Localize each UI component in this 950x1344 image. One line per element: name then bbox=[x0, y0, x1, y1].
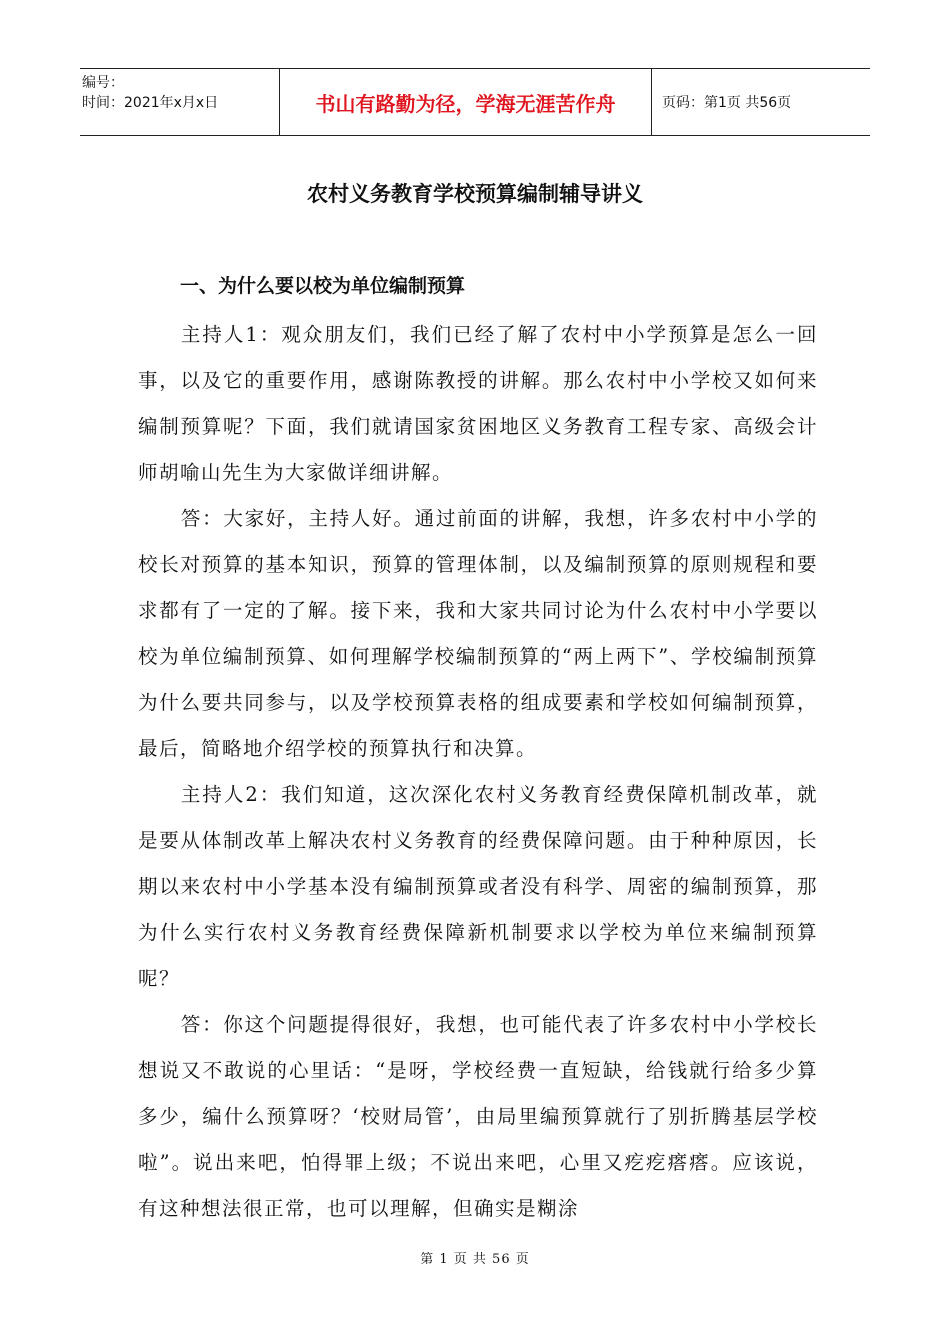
section-heading: 一、为什么要以校为单位编制预算 bbox=[180, 275, 466, 297]
document-time-label: 时间：2021年x月x日 bbox=[82, 95, 219, 111]
document-number-label: 编号： bbox=[82, 75, 124, 91]
header-page-info: 页码：第1页 共56页 bbox=[662, 95, 792, 111]
header-motto-cell bbox=[280, 69, 652, 135]
page-footer: 第 1 页 共 56 页 bbox=[420, 1252, 530, 1267]
document-body bbox=[138, 312, 818, 1232]
paragraph: 主持人1：观众朋友们，我们已经了解了农村中小学预算是怎么一回事，以及它的重要作用，感谢陈教授的讲解。那么农村中小学校又如何来编制预算呢？下面，我们就请国家贫困地区义务教育工程专家、高级会计师胡喻山先生为大家做详细讲解。 bbox=[138, 323, 818, 484]
paragraph: 答：你这个问题提得很好，我想，也可能代表了许多农村中小学校长想说又不敢说的心里话：“是呀，学校经费一直短缺，给钱就行给多少算多少，编什么预算呀？‘校财局管’，由局里编预算就行了别折腾基层学校啦”。说出来吧，怕得罪上级；不说出来吧，心里又疙疙瘩瘩。应该说，有这种想法很正常，也可以理解，但确实是糊涂 bbox=[138, 1013, 818, 1220]
header-meta bbox=[80, 69, 280, 135]
header-motto: 书山有路勤为径，学海无涯苦作舟 bbox=[315, 91, 616, 116]
page-header bbox=[80, 68, 870, 136]
document-title: 农村义务教育学校预算编制辅导讲义 bbox=[307, 182, 643, 206]
paragraph: 答：大家好，主持人好。通过前面的讲解，我想，许多农村中小学的校长对预算的基本知识，预算的管理体制，以及编制预算的原则规程和要求都有了一定的了解。接下来，我和大家共同讨论为什么农村中小学要以校为单位编制预算、如何理解学校编制预算的“两上两下”、学校编制预算为什么要共同参与，以及学校预算表格的组成要素和学校如何编制预算，最后，简略地介绍学校的预算执行和决算。 bbox=[138, 507, 818, 760]
paragraph: 主持人2：我们知道，这次深化农村义务教育经费保障机制改革，就是要从体制改革上解决农村义务教育的经费保障问题。由于种种原因，长期以来农村中小学基本没有编制预算或者没有科学、周密的编制预算，那为什么实行农村义务教育经费保障新机制要求以学校为单位来编制预算呢？ bbox=[138, 783, 818, 990]
